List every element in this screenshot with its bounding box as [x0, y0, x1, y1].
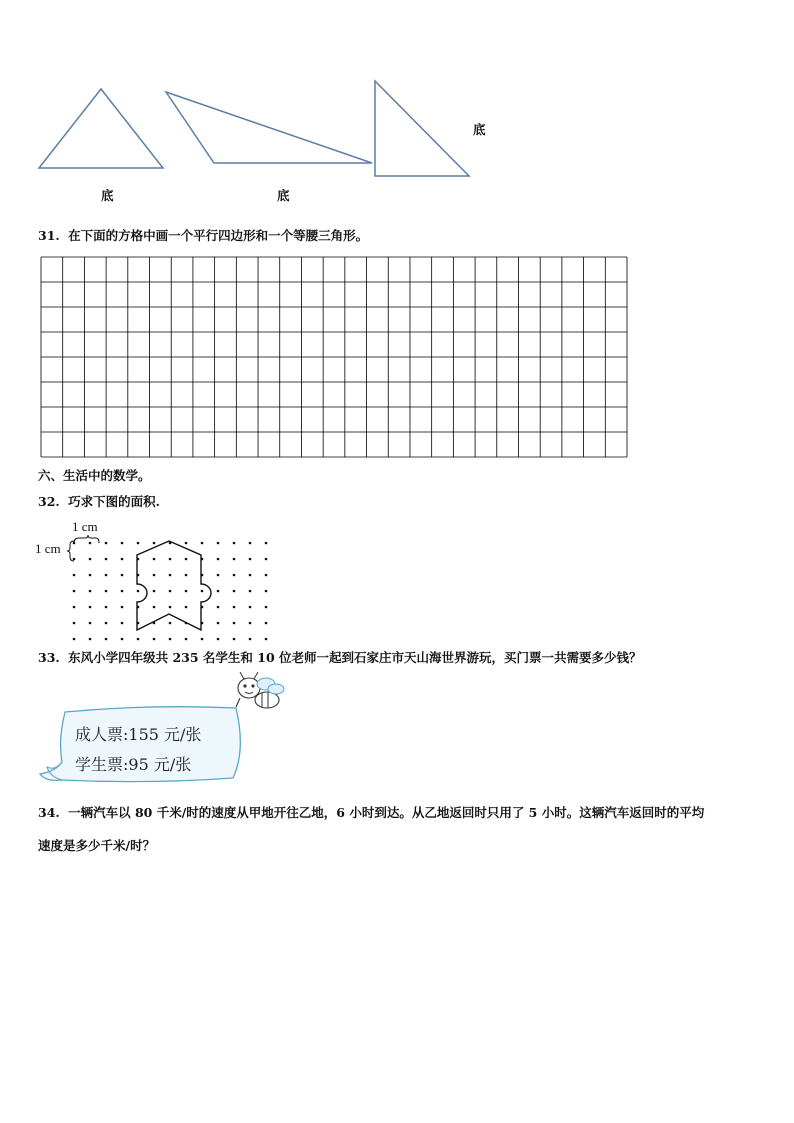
question-text: 在下面的方格中画一个平行四边形和一个等腰三角形。 — [68, 228, 369, 243]
question-number: 33. — [38, 650, 60, 665]
question-34-line-2: 速度是多少千米/时？ — [38, 838, 156, 853]
question-text: 东风小学四年级共 235 名学生和 10 位老师一起到石家庄市天山海世界游玩，买门票一共需要多少钱？ — [68, 650, 642, 665]
base-label-1: 底 — [101, 188, 114, 203]
base-label-2: 底 — [277, 188, 290, 203]
base-label-3: 底 — [473, 122, 486, 137]
question-number: 31. — [38, 228, 60, 243]
unit-label-vertical: 1 cm — [35, 541, 61, 556]
question-number: 32. — [38, 494, 60, 509]
section-6-title: 六、生活中的数学。 — [38, 468, 151, 483]
ticket-student-price: 学生票:95 元/张 — [75, 755, 192, 774]
unit-label-horizontal: 1 cm — [72, 519, 98, 534]
bee-icon — [236, 672, 284, 708]
question-text: 巧求下图的面积. — [68, 494, 160, 509]
question-34 — [38, 803, 704, 821]
question-text-line-1: 一辆汽车以 80 千米/时的速度从甲地开往乙地，6 小时到达。从乙地返回时只用了 5 小时。这辆汽车返回时的平均 — [68, 805, 705, 820]
ticket-adult-price: 成人票:155 元/张 — [75, 725, 202, 744]
question-number: 34. — [38, 805, 60, 820]
